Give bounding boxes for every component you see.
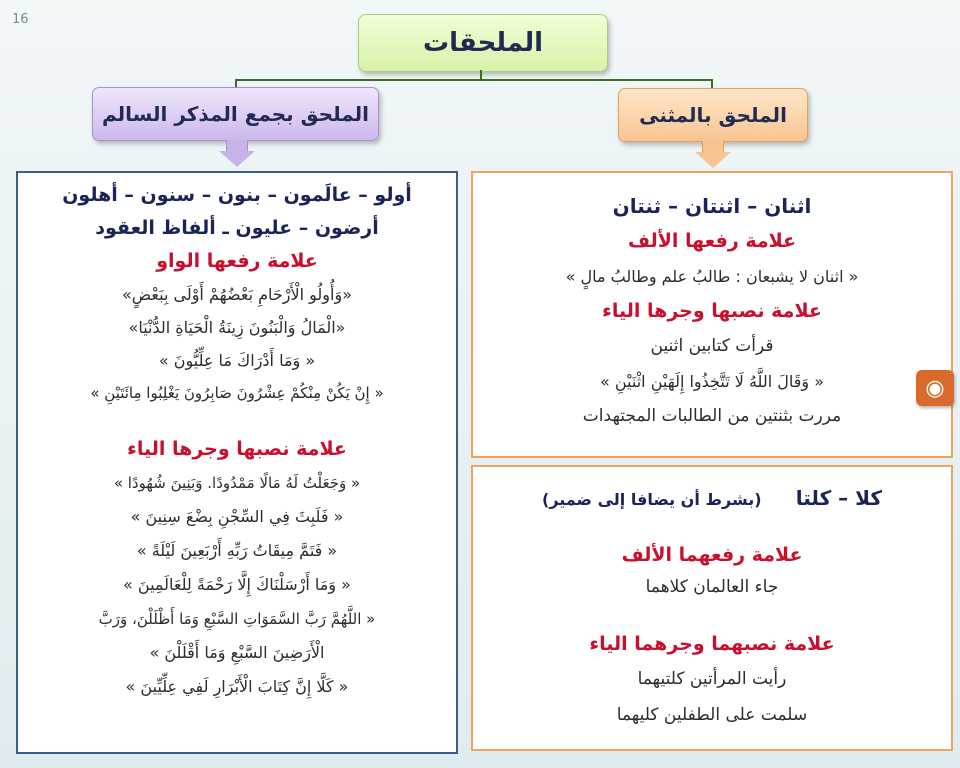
example-line: « كَلَّا إِنَّ كِتَابَ الْأَبْرَارِ لَفِي عِلِّيِّينَ » [125,677,349,696]
words-line-1: أولو – عالَمون – بنون – سنون – أهلون [62,184,412,206]
rule-nominative: علامة رفعهما الألف [621,544,803,566]
example-line: « وَقَالَ اللَّهُ لَا تَتَّخِذُوا إِلَهَيْنِ اثْنَيْنِ » [600,372,824,391]
rule-nominative: علامة رفعها الواو [156,250,318,272]
example-line: سلمت على الطفلين كليهما [616,705,808,725]
branch-dual: الملحق بالمثنى [618,88,808,142]
rule-accusative-genitive: علامة نصبها وجرها الياء [602,300,822,322]
example-line: « فَلَبِثَ فِي السِّجْنِ بِضْعَ سِنِينَ » [130,507,344,526]
kila-condition: (بشرط أن يضافا إلى ضمير) [542,490,762,509]
words-line-2: أرضون – عليون ـ ألفاظ العقود [95,217,379,239]
rule-accusative-genitive: علامة نصبهما وجرهما الياء [589,633,835,655]
panel-sound-masculine-plural [16,171,458,754]
arrow-left-head [219,151,255,167]
example-line: «وَأُولُو الْأَرْحَامِ بَعْضُهُمْ أَوْلَى بِبَعْضٍ» [122,285,352,304]
branch-sound-masculine-plural: الملحق بجمع المذكر السالم [92,87,379,141]
connector-horizontal [235,79,713,81]
panel-kila-kilta [471,465,953,751]
example-line: « وَجَعَلْتُ لَهُ مَالًا مَمْدُودًا. وَبَنِينَ شُهُودًا » [113,474,361,492]
rule-nominative: علامة رفعها الألف [627,230,797,252]
kila-words: كلا – كلتا [795,486,882,510]
example-line: الْأَرَضِينَ السَّبْعِ وَمَا أَقْلَلْنَ » [149,643,325,662]
example-line: رأيت المرأتين كلتيهما [637,669,787,689]
panel-dual [471,171,953,458]
kila-header [473,483,951,515]
rule-accusative-genitive: علامة نصبها وجرها الياء [127,438,347,460]
example-line: « وَمَا أَرْسَلْنَاكَ إِلَّا رَحْمَةً لِلْعَالَمِينَ » [123,575,351,594]
arrow-right-head [695,152,731,168]
example-line: جاء العالمان كلاهما [645,577,779,597]
example-line: « إِنْ يَكُنْ مِنْكُمْ عِشْرُونَ صَابِرُونَ يَغْلِبُوا مِائَتَيْنِ » [90,384,384,402]
dual-words: اثنان – اثنتان – ثنتان [612,194,812,218]
example-line: قرأت كتابين اثنين [650,336,774,356]
example-line: « وَمَا أَدْرَاكَ مَا عِلِّيُّونَ » [158,351,316,370]
camera-logo-icon: ◉ [916,370,954,406]
slide-number: 16 [12,12,29,27]
example-line: «الْمَالُ وَالْبَنُونَ زِينَةُ الْحَيَاةِ الدُّنْيَا» [128,318,346,337]
example-line: « اثنان لا يشبعان : طالبُ علم وطالبُ مالٍ » [565,267,859,286]
example-line: مررت بثنتين من الطالبات المجتهدات [582,406,842,426]
example-line: « فَتَمَّ مِيقَاتُ رَبِّهِ أَرْبَعِينَ لَيْلَةً » [136,541,338,560]
title-box: الملحقات [358,14,608,72]
example-line: « اللَّهُمَّ رَبَّ السَّمَوَاتِ السَّبْعِ وَمَا أَظْلَلْنَ، وَرَبَّ [98,610,376,628]
